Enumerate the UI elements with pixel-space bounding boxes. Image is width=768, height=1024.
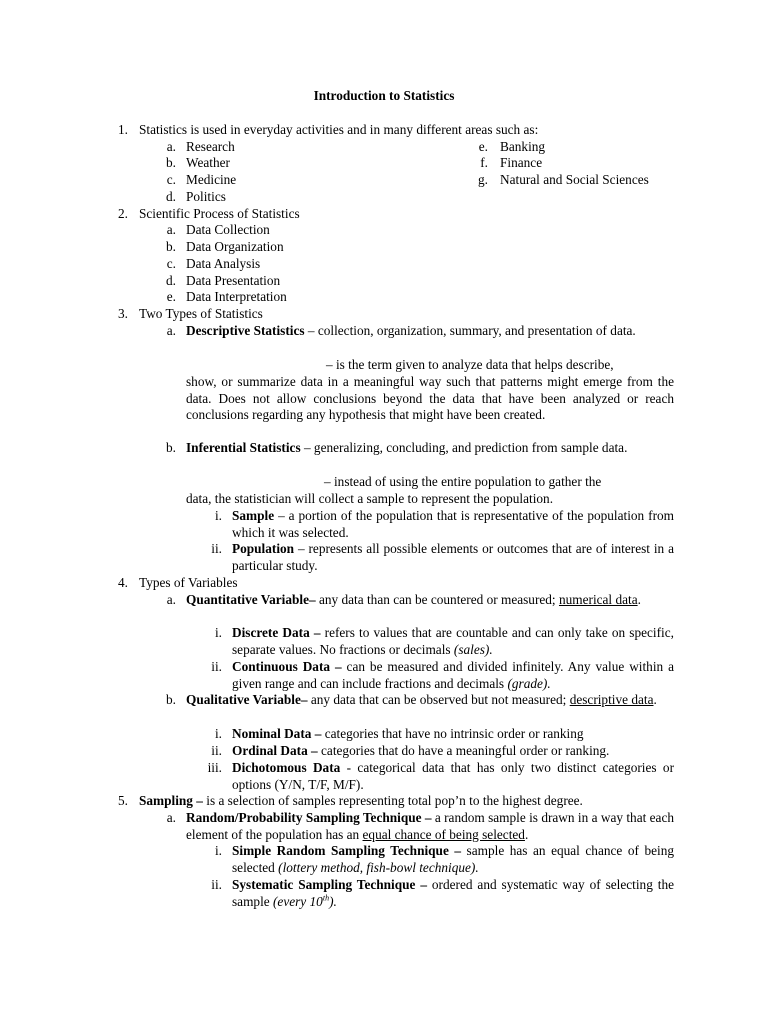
example-text: (every 10	[273, 893, 323, 909]
definition-text: any data that can be observed but not measured;	[307, 692, 570, 707]
definition-text: a random sample is drawn in a way that each element of the population has an	[186, 810, 674, 842]
definition-dichotomous-data	[232, 760, 674, 793]
term: Systematic Sampling Technique –	[232, 877, 427, 892]
list-item: Data Analysis	[186, 256, 261, 271]
underlined-term: descriptive data	[569, 692, 654, 707]
list-marker: e.	[478, 139, 488, 154]
definition-text: – a portion of the population that is representative of the population from which it was selected.	[232, 508, 674, 540]
punctuation: .	[637, 592, 641, 607]
definition-population	[232, 541, 674, 574]
example: (grade).	[507, 675, 551, 691]
list-item: Medicine	[186, 172, 237, 187]
definition-simple-random-sampling	[232, 843, 674, 876]
definition-continuous-data	[232, 659, 674, 692]
list-marker: i.	[214, 726, 222, 741]
definition-text: ordered and systematic way of selecting the sample	[232, 877, 674, 909]
list-marker: ii.	[211, 659, 222, 674]
list-marker: iii.	[207, 760, 222, 775]
term: Random/Probability Sampling Technique –	[186, 810, 432, 825]
term: Quantitative Variable–	[186, 592, 316, 607]
punctuation: .	[524, 826, 529, 842]
definition-inferential-statistics	[186, 440, 674, 457]
note-first-line: – is the term given to analyze data that helps describe,	[326, 357, 614, 372]
definition-text: categories that have no intrinsic order or ranking	[321, 726, 584, 741]
list-marker: b.	[166, 239, 176, 254]
example: (lottery method, fish-bowl technique).	[278, 859, 479, 875]
list-marker: ii.	[211, 541, 222, 556]
page-title: Introduction to Statistics	[313, 88, 455, 103]
term: Qualitative Variable–	[186, 692, 308, 707]
term: Dichotomous Data	[232, 760, 341, 775]
definition-nominal-data	[232, 726, 584, 742]
list-number: 4.	[118, 575, 128, 590]
definition-text: – collection, organization, summary, and presentation of data.	[304, 323, 636, 338]
definition-text: refers to values that are countable and can only take on specific, separate values. No fractions or decimals	[232, 625, 674, 657]
list-marker: a.	[166, 592, 176, 607]
list-marker: ii.	[211, 877, 222, 892]
punctuation: .	[653, 692, 657, 707]
example: (sales).	[453, 641, 493, 657]
list-item: Politics	[186, 189, 226, 204]
list-marker: e.	[166, 289, 176, 304]
list-marker: i.	[214, 508, 222, 523]
list-marker: a.	[166, 323, 176, 338]
term: Sampling –	[139, 793, 203, 808]
list-marker: d.	[166, 189, 176, 204]
definition-quantitative-variable	[186, 592, 674, 609]
list-marker: b.	[166, 692, 176, 707]
example	[273, 894, 337, 909]
example-end: ).	[329, 893, 337, 909]
list-number: 2.	[118, 206, 128, 221]
definition-random-sampling	[186, 810, 674, 843]
definition-text: can be measured and divided infinitely. Any value within a given range and can include fractions and decimals	[232, 659, 675, 691]
list-marker: b.	[166, 440, 176, 455]
definition-text: sample has an equal chance of being selected	[232, 843, 674, 875]
list-item: Data Presentation	[186, 273, 281, 288]
term: Nominal Data –	[232, 726, 322, 741]
definition-qualitative-variable	[186, 692, 674, 709]
list-marker: i.	[214, 843, 222, 858]
definition-text: - categorical data that has only two distinct categories or options (Y/N, T/F, M/F).	[232, 760, 674, 792]
list-marker: ii.	[211, 743, 222, 758]
list-marker: b.	[166, 155, 176, 170]
list-item: Finance	[500, 155, 543, 170]
section-heading: Types of Variables	[139, 575, 238, 590]
list-marker: c.	[166, 172, 176, 187]
definition-sample	[232, 508, 674, 541]
term: Continuous Data –	[232, 659, 342, 674]
list-item: Research	[186, 139, 235, 154]
definition-text: – represents all possible elements or outcomes that are of interest in a particular study.	[232, 541, 674, 573]
list-marker: i.	[214, 625, 222, 640]
underlined-term: numerical data	[558, 592, 638, 607]
underlined-term: equal chance of being selected	[362, 826, 525, 842]
term: Sample	[232, 508, 275, 523]
term: Population	[232, 541, 295, 556]
section-heading: Statistics is used in everyday activities and in many different areas such as:	[139, 122, 539, 137]
term: Ordinal Data –	[232, 743, 318, 758]
list-marker: a.	[166, 810, 176, 825]
list-number: 5.	[118, 793, 128, 808]
list-marker: d.	[166, 273, 176, 288]
list-item: Data Collection	[186, 222, 270, 237]
section-heading: Two Types of Statistics	[139, 306, 263, 321]
definition-text: – generalizing, concluding, and prediction from sample data.	[300, 440, 628, 455]
definition-discrete-data	[232, 625, 674, 658]
list-marker: a.	[166, 222, 176, 237]
list-number: 3.	[118, 306, 128, 321]
list-marker: a.	[166, 139, 176, 154]
list-item: Data Organization	[186, 239, 284, 254]
note-paragraph: data, the statistician will collect a sample to represent the population.	[186, 491, 554, 506]
term: Simple Random Sampling Technique –	[232, 843, 462, 858]
superscript: th	[322, 893, 330, 903]
list-marker: c.	[166, 256, 176, 271]
definition-text: categories that do have a meaningful order or ranking.	[317, 743, 610, 758]
definition-text: any data than can be countered or measured;	[315, 592, 559, 607]
list-item: Data Interpretation	[186, 289, 287, 304]
definition-text: is a selection of samples representing total pop’n to the highest degree.	[202, 793, 583, 808]
note-first-line: – instead of using the entire population to gather the	[324, 474, 602, 489]
section-heading: Scientific Process of Statistics	[139, 206, 300, 221]
note-paragraph: show, or summarize data in a meaningful way such that patterns might emerge from the data. Does not allow conclusions beyond the data that have been analyzed or reach conclusions regarding any hypothesis that might have been created.	[186, 374, 674, 423]
list-marker: g.	[478, 172, 488, 187]
definition-descriptive-statistics	[186, 323, 674, 340]
term: Descriptive Statistics	[186, 323, 305, 338]
definition-systematic-sampling	[232, 877, 674, 910]
definition-ordinal-data	[232, 743, 609, 759]
list-item: Banking	[500, 139, 546, 154]
list-number: 1.	[118, 122, 128, 137]
term: Discrete Data –	[232, 625, 321, 640]
list-marker: f.	[480, 155, 488, 170]
term: Inferential Statistics	[186, 440, 301, 455]
list-item: Weather	[186, 155, 230, 170]
section-heading	[139, 793, 583, 809]
list-item: Natural and Social Sciences	[500, 172, 649, 187]
